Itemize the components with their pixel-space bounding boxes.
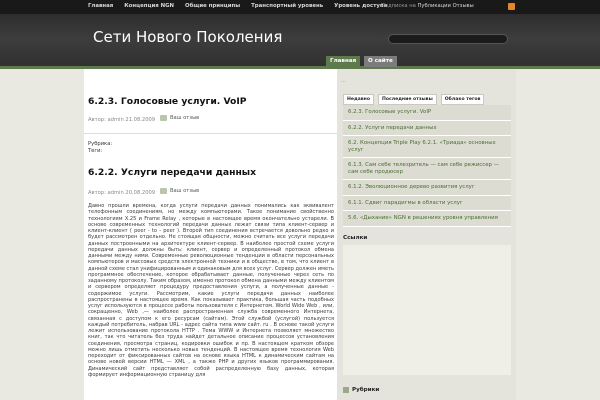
post-meta bbox=[88, 115, 200, 123]
list-item[interactable]: 6.2. Концепция Triple Play 6.2.1. «Триада» основных услуг bbox=[343, 136, 511, 158]
tab-latest-comments[interactable]: Последние отзывы bbox=[378, 94, 437, 105]
tab-home[interactable]: Главная bbox=[326, 56, 360, 67]
rubrics-icon bbox=[343, 387, 349, 393]
top-navigation bbox=[88, 3, 398, 9]
post-rubric-label: Рубрика: bbox=[88, 141, 113, 147]
rss-icon[interactable] bbox=[508, 3, 515, 10]
nav-transport-level[interactable]: Транспортный уровень bbox=[251, 3, 324, 9]
subscribe-prefix: Подписка на bbox=[381, 3, 416, 9]
tab-tag-cloud[interactable]: Облако тегов bbox=[441, 94, 485, 105]
post-meta bbox=[88, 188, 200, 196]
links-heading: Ссылки bbox=[343, 235, 368, 241]
post-title[interactable]: 6.2.2. Услуги передачи данных bbox=[88, 167, 257, 178]
list-item[interactable]: 6.1.1. Сдвиг парадигмы в области услуг bbox=[343, 196, 511, 212]
rubrics-heading: Рубрики bbox=[352, 387, 380, 393]
subscribe-comments-link[interactable]: Отзывы bbox=[452, 3, 474, 9]
post-comments-link[interactable]: Ваш отзыв bbox=[170, 188, 200, 194]
search-input[interactable] bbox=[388, 34, 508, 44]
list-item[interactable]: 6.2.2. Услуги передачи данных bbox=[343, 121, 511, 137]
post-divider bbox=[84, 133, 337, 134]
subscribe-bar bbox=[381, 3, 474, 9]
sidebar-tabs bbox=[343, 94, 484, 105]
post-body: Давно прошли времена, когда услуги передачи данных понимались как эквивалент телефонным соединениям, но между компьютерами. Такое понимание свойственно технологиям X.25 и Frame Relay , которые в настоящее время окончательно устарели. В основе современных технологий передачи данных лежат связи типа клиент-сервер и клиент-клиент ( peer - to - peer ). Второй тип соединения встречается довольно редко и будет рассмотрен отдельно. Не стоящая общности, можно считать все услуги передачи данных построенными на архитектуре клиент-сервер. В наиболее простой схеме услуги передачи данных должны быть: клиент, сервер и определенный протокол обмена данными между ними. Современные революционные тенденции в области персональных компьютеров и массовых средств электронной техники и в обществе, в том, что клиент в данной схеме стал унифицированным и одинаковым для всех услуг. Сервер должен иметь программное обеспечение, которое обрабатывает данные, полученные через сеть по заданному протоколу. Таким образом, именно протокол обмена данными между клиентом и сервером определяет процедуру предоставления услуги, а полученные данные - содержимое услуги. Рассмотрим, какие услуги передачи данных наиболее распространены в настоящее время. Как показывает практика, большая часть подобных услуг используются в процессе работы пользователя с Интернетом. World Wide Web , или, сокращенно, Web ,— наиболее распространенная служба современного Интернета, связанная с доступом к его ресурсам (сайтам). Этой службой (услугой) пользуется каждый потребитель, набрав URL - адрес сайта типа www сайт. ru . В основе такой услуги лежит использование протокола HTTP . Тема WWW и Интернета позволяет множество книг, так что читатель без труда найдет детальное описание процессов установления соединения, просмотра страниц, кодировки ошибок и пр. В настоящем кратком обзоре можно лишь отметить несколько новых тенденций. В настоящее время технология Web переходит от фиксированных сайтов на основе языка HTML к динамическим сайтам на основе новой версии HTML — XML , а также PHP и других языков программирования. Динамический сайт представляет собой распределенную базу данных, которая формирует информационную страницу для bbox=[88, 203, 334, 378]
nav-home[interactable]: Главная bbox=[88, 3, 114, 9]
post-author-date: Автор: admin 21.08.2009 bbox=[88, 117, 156, 123]
sidebar-dots: ... bbox=[341, 78, 346, 84]
list-item[interactable]: 6.2.3. Голосовые услуги. VoIP bbox=[343, 105, 511, 121]
post-comments-link[interactable]: Ваш отзыв bbox=[170, 115, 200, 121]
nav-principles[interactable]: Общие принципы bbox=[185, 3, 241, 9]
comment-icon bbox=[160, 188, 167, 194]
nav-ngn-concept[interactable]: Концепция NGN bbox=[124, 3, 175, 9]
post-title[interactable]: 6.2.3. Голосовые услуги. VoIP bbox=[88, 96, 247, 107]
comment-icon bbox=[160, 115, 167, 121]
subscribe-posts-link[interactable]: Публикации bbox=[417, 3, 451, 9]
list-item[interactable]: 5.6. «Дыхание» NGN в решениях уровня управления bbox=[343, 211, 511, 227]
list-item[interactable]: 6.1.2. Эволюционное дерево развития услуг bbox=[343, 180, 511, 196]
links-box bbox=[343, 245, 511, 375]
tab-about[interactable]: О сайте bbox=[364, 56, 397, 67]
site-header bbox=[0, 14, 600, 68]
post-tags-label: Теги: bbox=[88, 147, 103, 154]
post-author-date: Автор: admin 20.08.2009 bbox=[88, 190, 156, 196]
tab-recent[interactable]: Недавно bbox=[343, 94, 374, 105]
nav-access-level[interactable]: Уровень доступа bbox=[334, 3, 388, 9]
post-taxonomy bbox=[88, 141, 112, 154]
list-item[interactable]: 6.1.3. Сам себе телезритель — сам себе режиссер — сам себе продюсер bbox=[343, 158, 511, 180]
site-title[interactable]: Сети Нового Поколения bbox=[93, 28, 283, 46]
recent-posts-list bbox=[343, 105, 511, 227]
